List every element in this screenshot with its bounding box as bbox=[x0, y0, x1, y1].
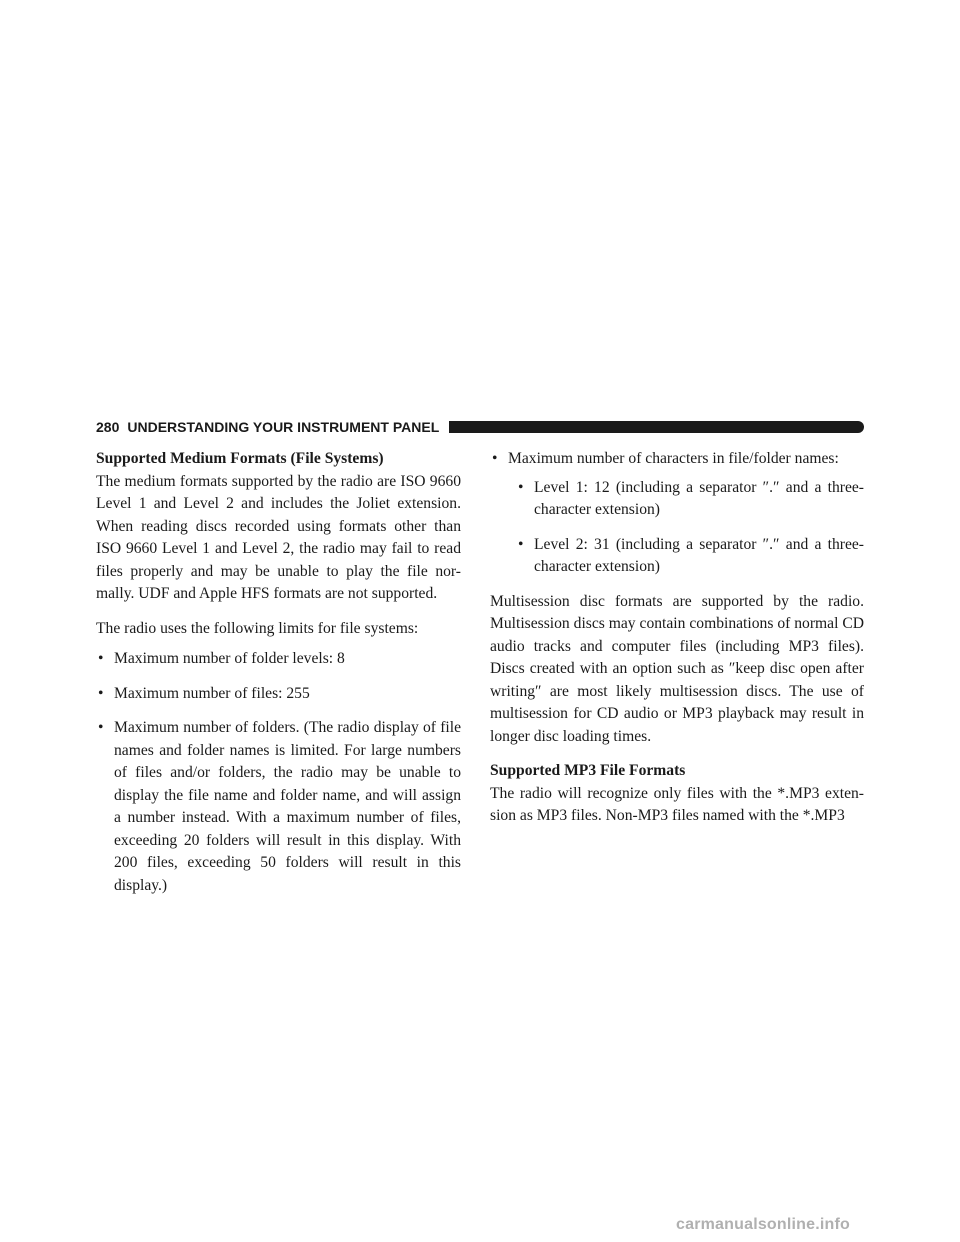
paragraph-limits-intro: The radio uses the following limits for file systems: bbox=[96, 619, 419, 637]
right-column bbox=[490, 448, 864, 840]
character-limits-list bbox=[490, 448, 864, 579]
page-number: 280 bbox=[96, 419, 120, 435]
list-item: • Maximum number of folders. (The radio display of file names and folder names is limited. For large numbers of files and/or folders, the radio may be unable to display the file name and folder name, and will assign a number instead. With a maximum number of files, exceeding 20 folders will result in this display. With 200 files, exceeding 50 folders will result in this display.) bbox=[96, 717, 461, 897]
list-item: • Maximum number of folder levels: 8 bbox=[96, 648, 461, 671]
list-item bbox=[490, 448, 864, 579]
watermark: carmanualsonline.info bbox=[676, 1216, 851, 1233]
section-title: UNDERSTANDING YOUR INSTRUMENT PANEL bbox=[127, 419, 440, 435]
list-item: • Maximum number of files: 255 bbox=[96, 683, 461, 706]
paragraph-medium-formats: The medium formats supported by the radio are ISO 9660 Level 1 and Level 2 and includes the Joliet extension. When reading discs recorded using formats other than ISO 9660 Level 1 and Level 2, the radio may fail to read files properly and may be unable to play the file nor-mally. UDF and Apple HFS formats are not supported. bbox=[96, 472, 461, 602]
sub-list-item: • Level 1: 12 (including a separator ″.″ and a three-character extension) bbox=[516, 477, 864, 522]
left-column bbox=[96, 448, 461, 909]
paragraph-mp3-formats: The radio will recognize only files with the *.MP3 exten-sion as MP3 files. Non-MP3 files named with the *.MP3 bbox=[490, 784, 864, 824]
sub-list bbox=[508, 477, 864, 579]
list-item-text: Maximum number of characters in file/folder names: bbox=[508, 450, 839, 467]
paragraph-multisession: Multisession disc formats are supported by the radio. Multisession discs may contain combinations of normal CD audio tracks and computer files (including MP3 files). Discs created with an option such as ″keep disc open after writing″ are most likely multisession discs. The use of multisession for CD audio or MP3 playback may result in longer disc loading times. bbox=[490, 592, 864, 745]
header-rule bbox=[449, 421, 864, 433]
heading-mp3-formats: Supported MP3 File Formats bbox=[490, 762, 686, 779]
heading-medium-formats: Supported Medium Formats (File Systems) bbox=[96, 450, 384, 467]
limits-list bbox=[96, 648, 461, 897]
page-header bbox=[96, 418, 864, 436]
sub-list-item: • Level 2: 31 (including a separator ″.″ and a three-character extension) bbox=[516, 534, 864, 579]
